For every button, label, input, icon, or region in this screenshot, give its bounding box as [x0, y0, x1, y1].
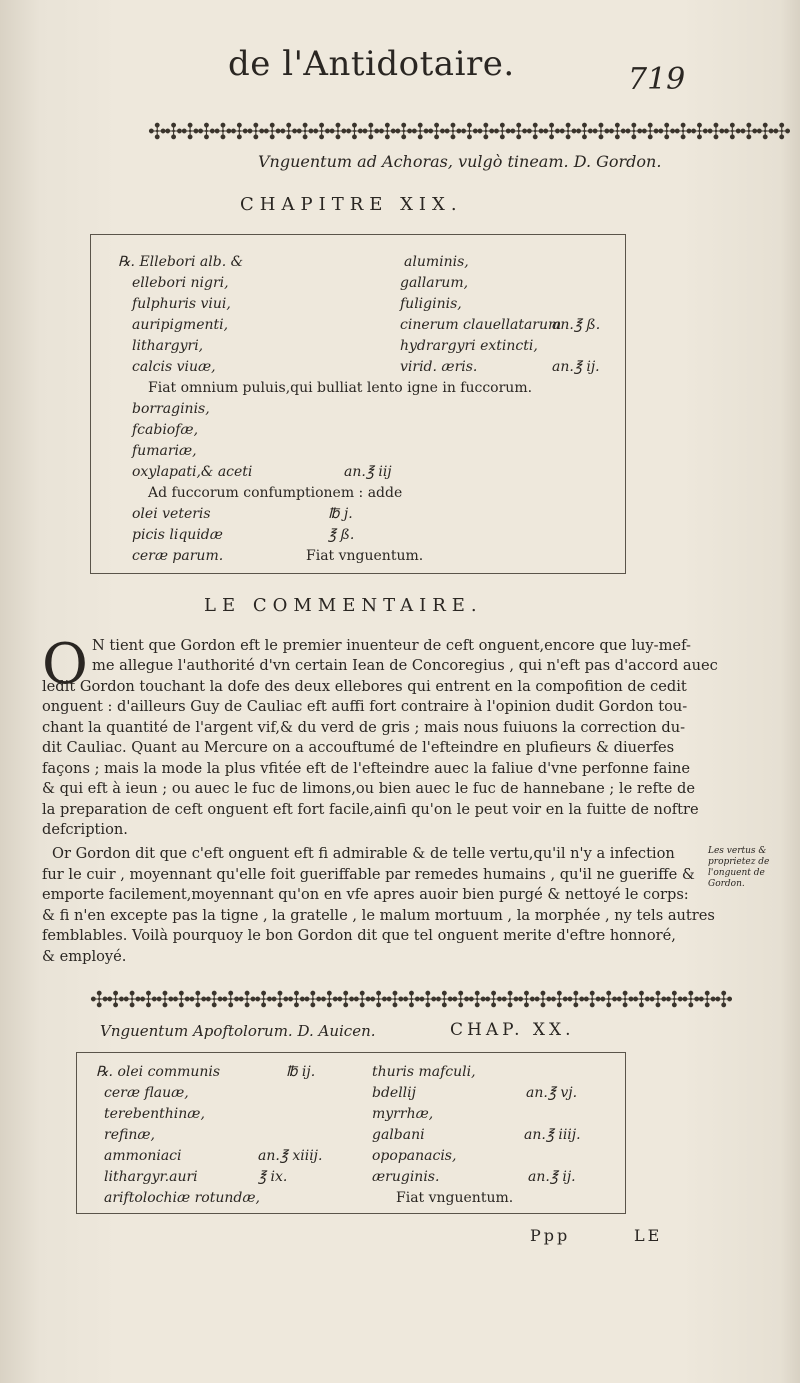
ingredient: æruginis. [372, 1169, 440, 1185]
ingredient: virid. æris. [400, 359, 478, 375]
ingredient: borraginis, [132, 401, 210, 417]
ingredient: ℞. Ellebori alb. & [118, 254, 244, 270]
ingredient: ℞. olei communis [96, 1064, 221, 1080]
text-line: dit Cauliac. Quant au Mercure on a accouftumé de l'efteindre en plufieurs & diuerfes [42, 739, 675, 756]
dose: an.℥ xiiij. [258, 1148, 323, 1164]
ingredient: lithargyr.auri [104, 1169, 198, 1185]
text-line: Or Gordon dit que c'eft onguent eft fi admirable & de telle vertu,qu'il n'y a infection [52, 845, 675, 862]
ornament-band-top: ✣✣✣✣✣✣✣✣✣✣✣✣✣✣✣✣✣✣✣✣✣✣✣✣✣✣✣✣✣✣✣✣✣✣✣✣✣✣✣ [148, 120, 789, 145]
recipe-instruction: Fiat vnguentum. [396, 1190, 514, 1206]
dose: an.℥ ij. [528, 1169, 576, 1185]
margin-note-line: proprietez de [708, 857, 770, 867]
text-line: emporte facilement,moyennant qu'on en vfe apres auoir bien purgé & nettoyé le corps: [42, 886, 689, 903]
text-line: & fi n'en excepte pas la tigne , la gratelle , le malum mortuum , la morphée , ny tels autres [42, 907, 715, 924]
recipe-instruction: Fiat omnium puluis,qui bulliat lento igne in fuccorum. [148, 380, 533, 396]
ingredient: ammoniaci [104, 1148, 182, 1164]
running-title: de l'Antidotaire. [228, 44, 515, 84]
ingredient: ariftolochiæ rotundæ, [104, 1190, 260, 1206]
ingredient: galbani [372, 1127, 425, 1143]
recipe-title: Vnguentum ad Achoras, vulgò tineam. D. Gordon. [258, 152, 662, 171]
ingredient: calcis viuæ, [132, 359, 216, 375]
text-line: & qui eft à ieun ; ou auec le fuc de limons,ou bien auec le fuc de hannebane ; le refte de [42, 780, 695, 797]
margin-note-line: Les vertus & [708, 846, 767, 856]
dose: an.℥ vj. [526, 1085, 578, 1101]
drop-cap: O [42, 632, 88, 697]
margin-note-line: l'onguent de [708, 868, 765, 878]
ingredient: auripigmenti, [132, 317, 229, 333]
ingredient: opopanacis, [372, 1148, 457, 1164]
ingredient: cinerum clauellatarum [400, 317, 562, 333]
ingredient: fulphuris viui, [132, 296, 231, 312]
dose: ℔ ij. [286, 1064, 316, 1080]
ingredient: terebenthinæ, [104, 1106, 205, 1122]
catchword: LE [634, 1226, 663, 1245]
text-line: onguent : d'ailleurs Guy de Cauliac eft auffi fort contraire à l'opinion dudit Gordon tou- [42, 698, 688, 715]
text-line: fur le cuir , moyennant qu'elle foit gueriffable par remedes humains , qu'il ne gueriffe & [42, 866, 695, 883]
ingredient: oxylapati,& aceti [132, 464, 253, 480]
ingredient: ceræ flauæ, [104, 1085, 189, 1101]
dose: an.℥ ß. [552, 317, 601, 333]
ingredient: aluminis, [404, 254, 469, 270]
ingredient: bdellij [372, 1085, 416, 1101]
text-line: defcription. [42, 821, 128, 838]
ingredient: ceræ parum. [132, 548, 224, 564]
recipe-instruction: Fiat vnguentum. [306, 548, 424, 564]
recipe-instruction: Ad fuccorum confumptionem : adde [148, 485, 403, 501]
text-line: N tient que Gordon eft le premier inuenteur de ceft onguent,encore que luy-mef- [92, 637, 691, 654]
dose: an.℥ iiij. [524, 1127, 581, 1143]
commentary-heading: LE COMMENTAIRE. [204, 595, 483, 616]
ingredient: gallarum, [400, 275, 469, 291]
page-number: 719 [628, 62, 686, 97]
chapter-heading: CHAP. XX. [450, 1020, 575, 1040]
ingredient: picis liquidæ [132, 527, 223, 543]
chapter-heading: CHAPITRE XIX. [240, 194, 463, 215]
text-line: femblables. Voilà pourquoy le bon Gordon dit que tel onguent merite d'eftre honnoré, [42, 927, 676, 944]
ingredient: fuliginis, [400, 296, 462, 312]
ingredient: olei veteris [132, 506, 211, 522]
dose: an.℥ iij [344, 464, 392, 480]
ornament-band-middle: ✣✣✣✣✣✣✣✣✣✣✣✣✣✣✣✣✣✣✣✣✣✣✣✣✣✣✣✣✣✣✣✣✣✣✣✣✣✣✣ [90, 988, 731, 1013]
ingredient: fcabiofæ, [132, 422, 199, 438]
text-line: la preparation de ceft onguent eft fort facile,ainfi qu'on le peut voir en la fuitte de noftre [42, 801, 699, 818]
dose: ℥ ix. [258, 1169, 288, 1185]
dose: ℔ j. [328, 506, 353, 522]
ingredient: fumariæ, [132, 443, 197, 459]
ingredient: lithargyri, [132, 338, 204, 354]
text-line: façons ; mais la mode la plus vfitée eft de l'efteindre auec la faliue d'vne perfonne faine [42, 760, 691, 777]
ingredient: myrrhæ, [372, 1106, 434, 1122]
ingredient: ellebori nigri, [132, 275, 229, 291]
ingredient: thuris mafculi, [372, 1064, 476, 1080]
text-line: & employé. [42, 948, 127, 965]
text-line: ledit Gordon touchant la dofe des deux ellebores qui entrent en la compofition de cedit [42, 678, 687, 695]
recipe-title: Vnguentum Apoftolorum. D. Auicen. [100, 1022, 376, 1040]
text-line: chant la quantité de l'argent vif,& du verd de gris ; mais nous fuiuons la correction du- [42, 719, 686, 736]
ingredient: hydrargyri extincti, [400, 338, 538, 354]
text-line: me allegue l'authorité d'vn certain Iean de Concoregius , qui n'eft pas d'accord auec [92, 657, 718, 674]
margin-note-line: Gordon. [708, 879, 745, 889]
ingredient: refinæ, [104, 1127, 155, 1143]
dose: an.℥ ij. [552, 359, 600, 375]
signature-mark: Ppp [530, 1226, 571, 1245]
dose: ℥ ß. [328, 527, 355, 543]
